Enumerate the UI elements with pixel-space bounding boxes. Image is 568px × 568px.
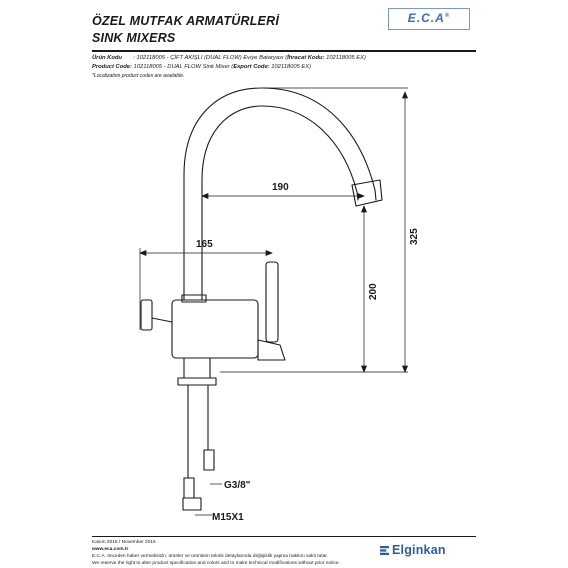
right-lever: [266, 262, 278, 342]
code-label-en: Product Code:: [92, 64, 132, 70]
localization-note: *Localization product codes are available.: [92, 73, 185, 79]
export-label-tr: İhracat Kodu:: [287, 55, 325, 61]
elginkan-brand: [380, 543, 446, 557]
mixer-body: [172, 300, 258, 358]
dim-mount-thread: M15X1: [212, 512, 244, 523]
left-lever-arm: [152, 318, 172, 322]
export-label-en: Export Code:: [233, 64, 270, 70]
footer-website[interactable]: www.eca.com.tr: [92, 547, 129, 552]
mount-rod-nut: [183, 498, 201, 510]
right-outlet: [258, 340, 285, 360]
footer-divider: [92, 536, 476, 537]
dim-total-height: 325: [409, 228, 420, 245]
code-value-tr: : 102118005 - ÇİFT AKIŞLI (DUAL FLOW) Eviye Bataryası (: [133, 55, 288, 61]
dim-body-reach: 165: [196, 239, 213, 250]
footer-disclaimer-tr: E.C.A. önceden haber vermeksizin, ürünler ve ürünlerin teknik detaylarında değişiklik yapma hakkını saklı tutar.: [92, 554, 328, 559]
logo-registered: ®: [444, 13, 451, 19]
spout-outer: [184, 88, 376, 300]
export-value-tr: 102118005 EX): [324, 55, 366, 61]
hose-nut-right: [204, 450, 214, 470]
hose-nut-left: [184, 478, 194, 498]
export-value-en: 102118005 EX): [269, 64, 312, 70]
dim-spout-reach: 190: [272, 182, 289, 193]
footer-disclaimer-en: We reserve the right to alter product specification and colors and to make technical modifications without prior notice.: [92, 561, 340, 566]
brand-name: Elginkan: [392, 543, 446, 557]
mount-base: [178, 378, 216, 385]
dim-hose-thread: G3/8": [224, 480, 251, 491]
elginkan-logo-icon: [380, 546, 389, 555]
spout-inner: [202, 106, 358, 300]
page-title-en: SINK MIXERS: [92, 31, 176, 45]
mount-flange: [184, 358, 210, 378]
left-lever: [141, 300, 152, 330]
logo-text: E.C.A: [407, 11, 445, 25]
code-label-tr: Ürün Kodu: [92, 55, 122, 61]
page-title-tr: ÖZEL MUTFAK ARMATÜRLERİ: [92, 14, 279, 28]
code-value-en: 102118005 - DUAL FLOW Sink Mixer (: [131, 64, 234, 70]
spout-tip: [352, 180, 382, 206]
footer-date: Kasım 2015 / November 2015: [92, 540, 156, 545]
dim-spout-height: 200: [368, 283, 379, 300]
